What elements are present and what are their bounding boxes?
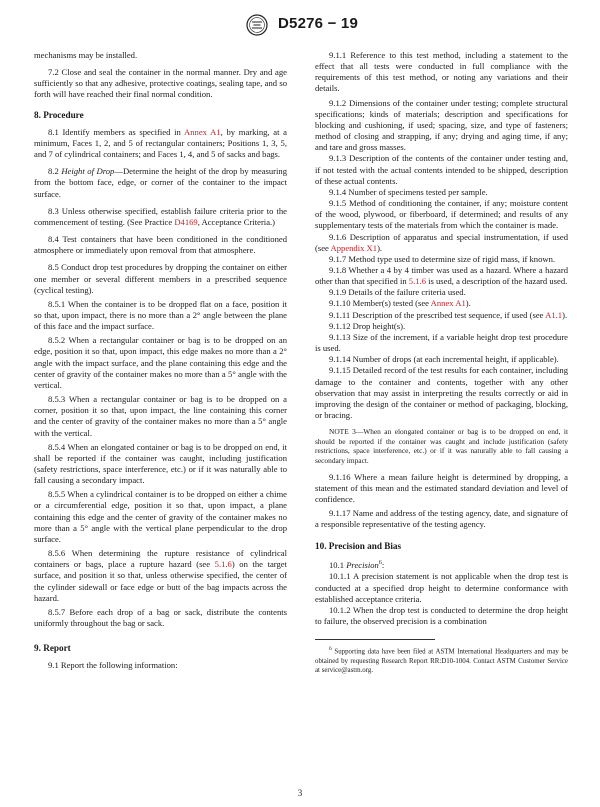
footnote-marker: 6: [378, 560, 382, 567]
paragraph-9-1-17: 9.1.17 Name and address of the testing agency, date, and signature of a responsible representative of the testing agency.: [315, 508, 568, 530]
paragraph-10-1-1: 10.1.1 A precision statement is not applicable when the drop test is conducted at a specified drop height to determine conformance with established acceptance criteria.: [315, 571, 568, 604]
d4169-link[interactable]: D4169: [174, 216, 198, 227]
a1-1-link[interactable]: A1.1: [545, 309, 563, 320]
paragraph-9-1-10: 9.1.10 Member(s) tested (see Annex A1).: [329, 298, 471, 309]
paragraph-7-2: 7.2 Close and seal the container in the normal manner. Dry and age sufficiently so that any adhesive, protective coatings, sealing tape, and so forth will have reached their final normal condition.: [34, 67, 287, 100]
paragraph-8-5-1: 8.5.1 When the container is to be dropped flat on a face, position it so that, upon impact, there is no more than a 2° angle between the plane of this face and the impact surface.: [34, 298, 287, 332]
paragraph-9-1-13: 9.1.13 Size of the increment, if a variable height drop test procedure is used.: [315, 331, 568, 354]
paragraph-9-1-2: 9.1.2 Dimensions of the container under testing; complete structural specifications; kinds of materials; description and specifications for blocking and cushioning, if used; spacing, size, and type of fasteners; method of closing and strapping, if any; drying and aging time, if any; and tare and gross masses.: [315, 97, 568, 153]
annex-a1-link[interactable]: Annex A1: [184, 126, 221, 137]
paragraph-9-1-14: 9.1.14 Number of drops (at each incremental height, if applicable).: [329, 354, 559, 365]
paragraph-8-5-3: 8.5.3 When a rectangular container or bag is to be dropped on a corner, position it so that, upon impact, the line containing this corner and the center of gravity of the container makes no more than a 5° angle with the vertical.: [34, 394, 287, 438]
right-column: [315, 50, 568, 675]
paragraph-9-1-1: 9.1.1 Reference to this test method, including a statement to the effect that all tests were conducted in full compliance with the requirements of this test method, or noting any variations and their details.: [315, 50, 568, 94]
paragraph-8-1: 8.1 Identify members as specified in Annex A1, by marking, at a minimum, Faces 1, 2, and 5 of rectangular containers; Positions 1, 3, 5, and 7 of cylindrical containers; and Faces 1, 4, and 5 of sacks and bags.: [34, 126, 287, 160]
paragraph-8-5-4: 8.5.4 When an elongated container or bag is to be dropped on end, it shall be reported if the container was caught, including justification (safety restrictions, space interference, etc.) or if it was naturally able to fall causing a secondary impact.: [34, 441, 287, 486]
paragraph-8-5-7: 8.5.7 Before each drop of a bag or sack, distribute the contents uniformly throughout the bag or sack.: [34, 606, 287, 629]
page-number: 3: [297, 788, 303, 798]
paragraph-9-1-8: 9.1.8 Whether a 4 by 4 timber was used as a hazard. Where a hazard other than that specified in 5.1.6 is used, a description of the hazard used.: [315, 264, 568, 287]
page-header: [0, 12, 600, 38]
standard-designation: D5276 − 19: [278, 15, 358, 32]
paragraph-8-4: 8.4 Test containers that have been conditioned in the conditioned atmosphere or immediately upon removal from that atmosphere.: [34, 234, 287, 256]
paragraph-9-1-5: 9.1.5 Method of conditioning the container, if any; moisture content of the wood, plywood, or fiberboard, if determined; and results of any supplementary tests of the materials from which the container is made.: [315, 198, 568, 231]
paragraph-8-3: 8.3 Unless otherwise specified, establish failure criteria prior to the commencement of testing. (See Practice D4169, Acceptance Criteria.): [34, 205, 287, 227]
paragraph-9-1: 9.1 Report the following information:: [48, 660, 178, 671]
paragraph-continuation: mechanisms may be installed.: [34, 50, 138, 60]
section-heading-report: 9. Report: [34, 643, 71, 654]
paragraph-10-1-2: 10.1.2 When the drop test is conducted to determine the drop height to failure, the observed precision is a combination: [315, 604, 568, 627]
paragraph-9-1-3: 9.1.3 Description of the contents of the container under testing and, if not tested with the actual contents intended to be shipped, description of these actual contents.: [315, 153, 568, 186]
paragraph-9-1-11: 9.1.11 Description of the prescribed test sequence, if used (see A1.1).: [329, 309, 568, 320]
section-heading-procedure: 8. Procedure: [34, 109, 84, 120]
astm-logo-icon: [246, 14, 268, 36]
paragraph-9-1-4: 9.1.4 Number of specimens tested per sample.: [329, 186, 488, 197]
paragraph-8-5-6: 8.5.6 When determining the rupture resistance of cylindrical containers or bags, place a rupture hazard (see 5.1.6) on the target surface, and position it so that, unless otherwise specified, the center of the cylinder sidewall or face edge or butt of the bag impacts across the hazard.: [34, 548, 287, 603]
left-column: [34, 50, 287, 672]
paragraph-8-5-5: 8.5.5 When a cylindrical container is to be dropped on either a chime or a circumferential edge, position it so that, upon impact, a plane containing this edge and the center of gravity of the container makes no more than a 5° angle with the vertical plane perpendicular to the drop surface.: [34, 489, 287, 544]
note-3: NOTE 3—When an elongated container or bag is to be dropped on end, it should be reported if the container was caught and include justification (safety restrictions, space interference, etc.) or if it was naturally able to fall causing a secondary impact.: [315, 427, 568, 465]
footnote-divider: [315, 639, 435, 640]
paragraph-8-5: 8.5 Conduct drop test procedures by dropping the container on either one member or several different members in a prescribed sequence (cyclical testing).: [34, 262, 287, 295]
paragraph-10-1: 10.1 Precision$^6$:: [329, 560, 385, 571]
section-5-1-6-link[interactable]: 5.1.6: [214, 559, 232, 570]
paragraph-9-1-15: 9.1.15 Detailed record of the test results for each container, including damage to the container and contents, together with any other observation that may assist in interpreting the results correctly or aid in improving the design of the container or method of packaging, blocking, or bracing.: [315, 365, 568, 420]
footnote-6: $^6$ Supporting data have been filed at ASTM International Headquarters and may be obtained by requesting Research Report RR:D10-1004. Contact ASTM Customer Service at service@astm.org.: [315, 646, 568, 674]
annex-a1-link[interactable]: Annex A1: [430, 298, 466, 309]
appendix-x1-link[interactable]: Appendix X1: [330, 242, 378, 253]
paragraph-8-5-2: 8.5.2 When a rectangular container or bag is to be dropped on an edge, position it so that, upon impact, this edge makes no more than a 2° angle with the impact surface, and the plane containing this edge and the center of gravity of the container makes no more than a 5° angle with the vertical.: [34, 335, 287, 390]
paragraph-8-2: 8.2 Height of Drop—Determine the height of the drop by measuring from the bottom face, edge, or corner of the container to the impact surface.: [34, 166, 287, 199]
section-5-1-6-link[interactable]: 5.1.6: [408, 276, 426, 287]
paragraph-9-1-12: 9.1.12 Drop height(s).: [329, 320, 406, 331]
section-heading-precision-bias: 10. Precision and Bias: [315, 541, 402, 552]
paragraph-9-1-7: 9.1.7 Method type used to determine size of rigid mass, if known.: [329, 253, 556, 264]
paragraph-9-1-9: 9.1.9 Details of the failure criteria used.: [329, 287, 466, 298]
paragraph-9-1-16: 9.1.16 Where a mean failure height is determined by dropping, a statement of this mean and the estimated standard deviation and level of confidence.: [315, 471, 568, 504]
paragraph-9-1-6: 9.1.6 Description of apparatus and special instrumentation, if used (see Appendix X1).: [315, 231, 568, 253]
